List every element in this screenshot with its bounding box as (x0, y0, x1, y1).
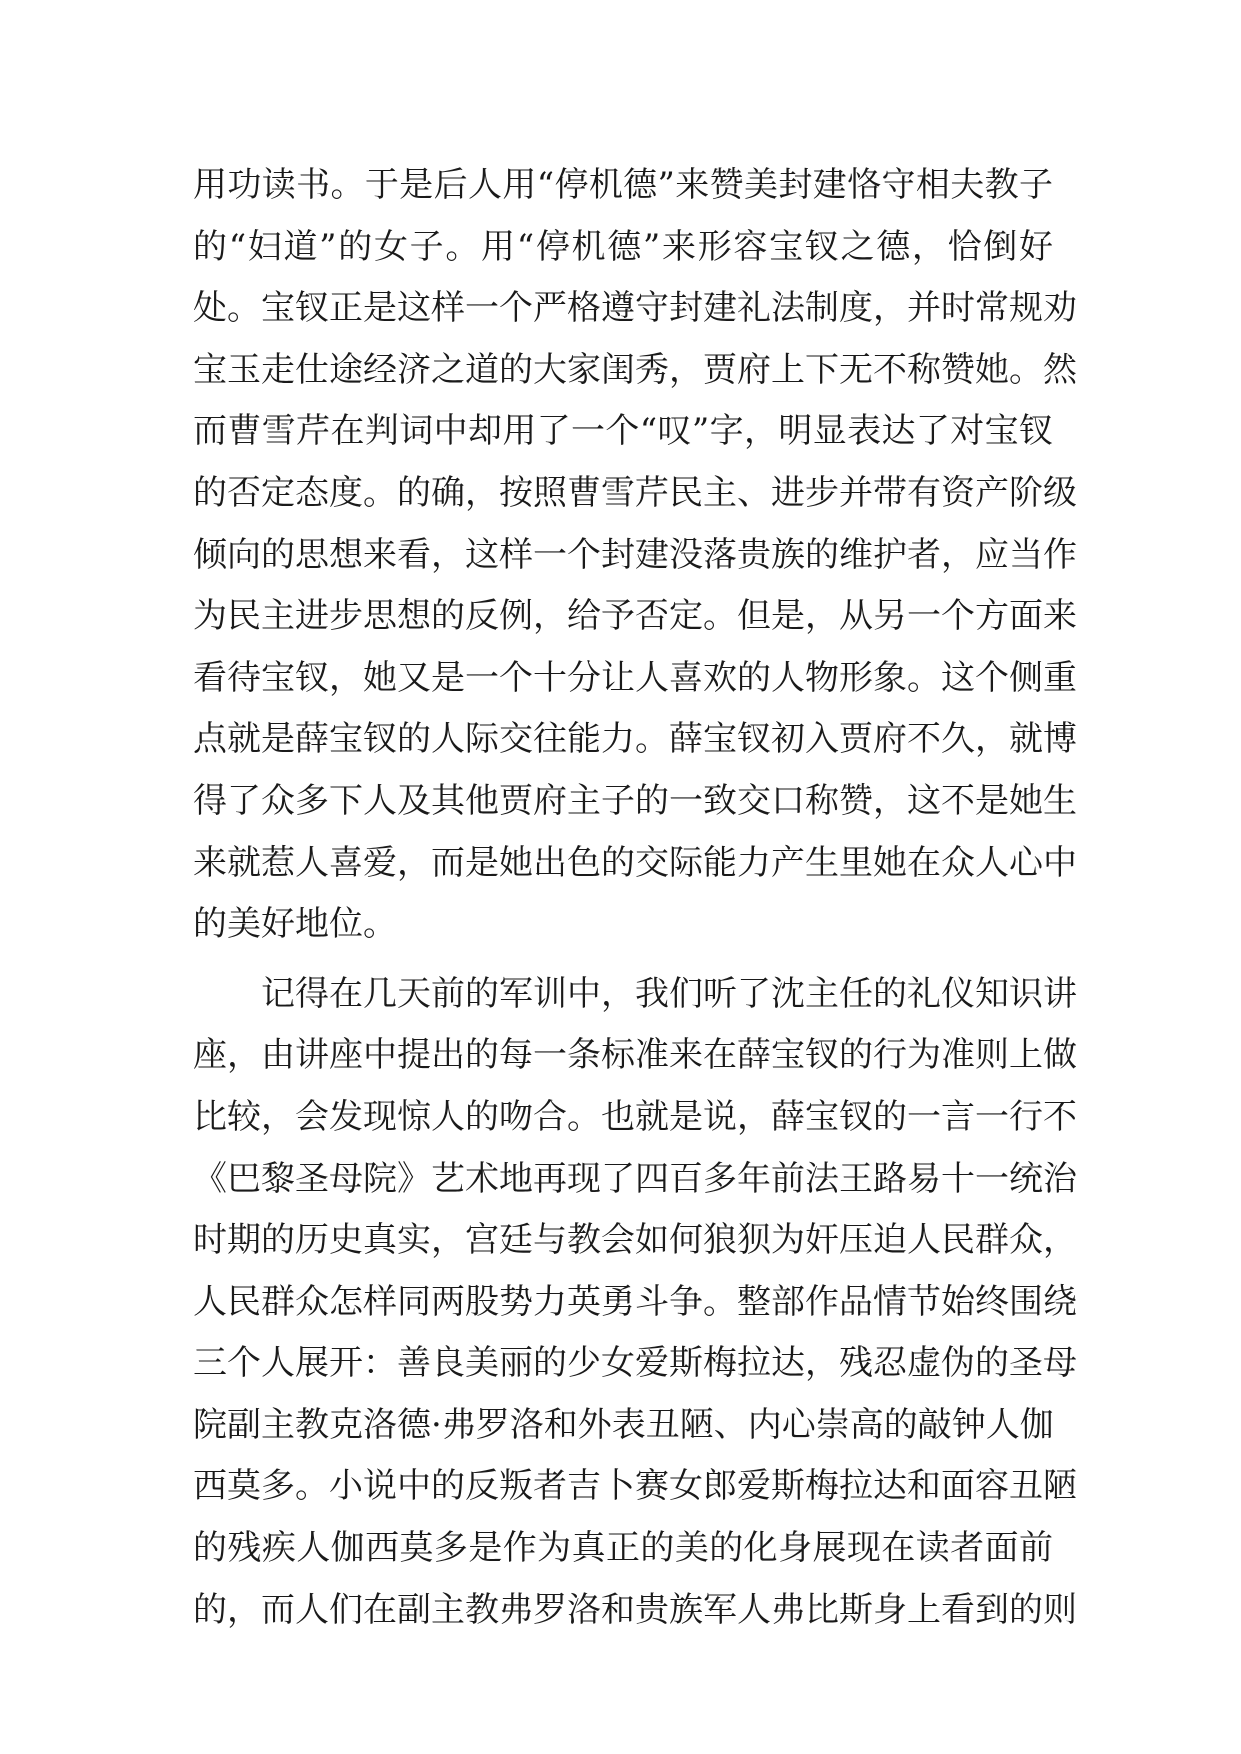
paragraph-spacer (193, 956, 1053, 964)
text-line: 的“妇道”的女子。用“停机德”来形容宝钗之德，恰倒好 (193, 226, 1053, 267)
text-line: 倾向的思想来看，这样一个封建没落贵族的维护者，应当作 (193, 534, 1077, 575)
text-line: 的美好地位。 (193, 904, 397, 945)
text-line: 处。宝钗正是这样一个严格遵守封建礼法制度，并时常规劝 (193, 288, 1077, 329)
text-line: 座，由讲座中提出的每一条标准来在薛宝钗的行为准则上做 (193, 1035, 1077, 1076)
text-line: 比较，会发现惊人的吻合。也就是说，薛宝钗的一言一行不 (193, 1096, 1077, 1137)
text-line: 记得在几天前的军训中，我们听了沈主任的礼仪知识讲 (261, 973, 1077, 1014)
paragraph-2 (193, 964, 1077, 1642)
text-line: 的残疾人伽西莫多是作为真正的美的化身展现在读者面前 (193, 1528, 1053, 1569)
document-body (193, 155, 1077, 1641)
text-line: 三个人展开：善良美丽的少女爱斯梅拉达，残忍虚伪的圣母 (193, 1343, 1077, 1384)
text-line: 的，而人们在副主教弗罗洛和贵族军人弗比斯身上看到的则 (193, 1589, 1077, 1630)
text-line: 用功读书。于是后人用“停机德”来赞美封建恪守相夫教子 (193, 165, 1053, 205)
text-line: 《巴黎圣母院》艺术地再现了四百多年前法王路易十一统治 (193, 1158, 1077, 1199)
text-line: 而曹雪芹在判词中却用了一个“叹”字，明显表达了对宝钗 (193, 411, 1053, 452)
text-line: 来就惹人喜爱，而是她出色的交际能力产生里她在众人心中 (193, 842, 1077, 883)
text-line: 看待宝钗，她又是一个十分让人喜欢的人物形象。这个侧重 (193, 657, 1077, 698)
text-line: 得了众多下人及其他贾府主子的一致交口称赞，这不是她生 (193, 780, 1077, 821)
text-line: 为民主进步思想的反例，给予否定。但是，从另一个方面来 (193, 596, 1077, 637)
text-line: 人民群众怎样同两股势力英勇斗争。整部作品情节始终围绕 (193, 1281, 1077, 1322)
text-line: 院副主教克洛德·弗罗洛和外表丑陋、内心崇高的敲钟人伽 (193, 1404, 1054, 1445)
text-line: 西莫多。小说中的反叛者吉卜赛女郎爱斯梅拉达和面容丑陋 (193, 1466, 1077, 1507)
paragraph-1 (193, 155, 1077, 956)
text-line: 宝玉走仕途经济之道的大家闺秀，贾府上下无不称赞她。然 (193, 349, 1077, 390)
text-line: 时期的历史真实，宫廷与教会如何狼狈为奸压迫人民群众， (193, 1220, 1077, 1261)
text-line: 的否定态度。的确，按照曹雪芹民主、进步并带有资产阶级 (193, 472, 1077, 513)
text-line: 点就是薛宝钗的人际交往能力。薛宝钗初入贾府不久，就博 (193, 719, 1077, 760)
